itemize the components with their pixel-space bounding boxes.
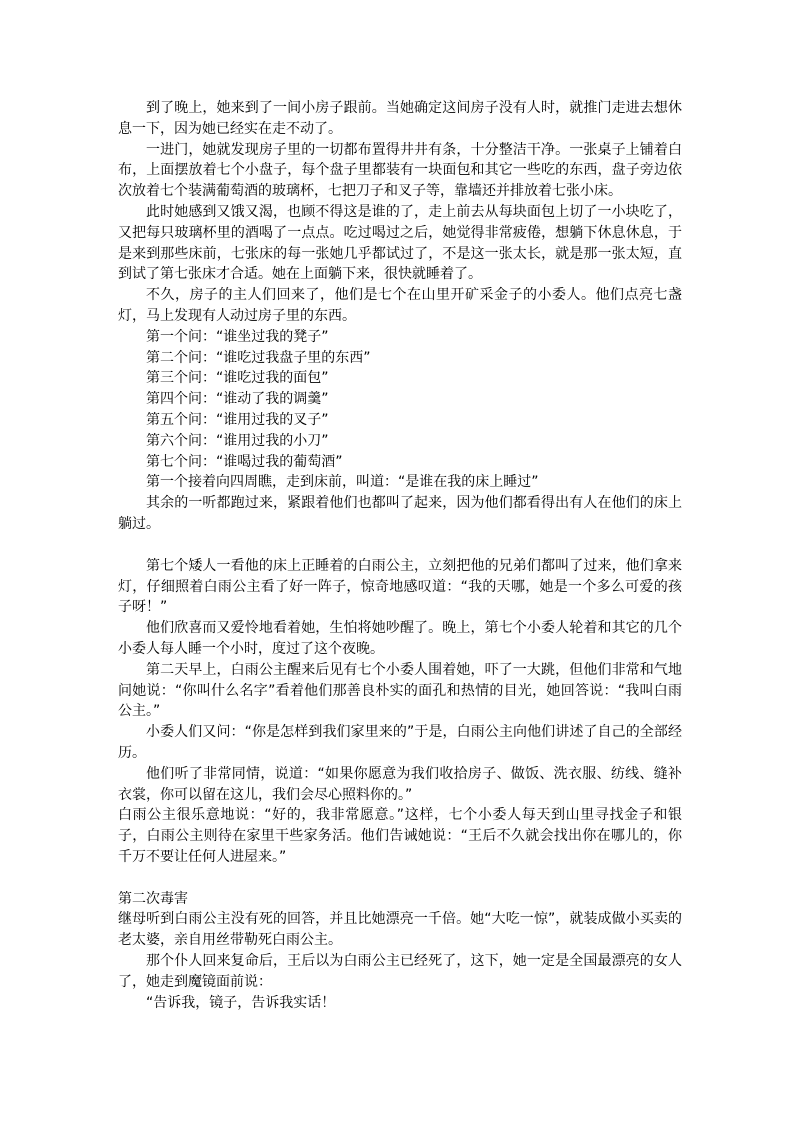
- paragraph: 他们听了非常同情，说道：“如果你愿意为我们收拾房子、做饭、洗衣服、纺线、缝补衣裳，你可以留在这儿，我们会尽心照料你的。”: [118, 765, 682, 803]
- paragraph: 那个仆人回来复命后，王后以为白雨公主已经死了，这下，她一定是全国最漂亮的女人了，她走到魔镜面前说：: [118, 953, 682, 990]
- paragraph: 其余的一听都跑过来，紧跟着他们也都叫了起来，因为他们都看得出有人在他们的床上躺过。: [118, 495, 682, 532]
- paragraph: 一进门，她就发现房子里的一切都布置得井井有条，十分整洁干净。一张桌子上铺着白布，上面摆放着七个小盘子，每个盘子里都装有一块面包和其它一些吃的东西，盘子旁边依次放着七个装满葡萄酒的玻璃杯，七把刀子和叉子等，靠墙还并排放着七张小床。: [118, 141, 682, 200]
- paragraph: 此时她感到又饿又渴，也顾不得这是谁的了，走上前去从每块面包上切了一小块吃了，又把每只玻璃杯里的酒喝了一点点。吃过喝过之后，她觉得非常疲倦，想躺下休息休息，于是来到那些床前，七张床的每一张她几乎都试过了，不是这一张太长，就是那一张太短，直到试了第七张床才合适。她在上面躺下来，很快就睡着了。: [118, 203, 682, 283]
- quote-line: “告诉我，镜子，告诉我实话！: [146, 994, 336, 1011]
- paragraph: 白雨公主很乐意地说：“好的，我非常愿意。”这样，七个小委人每天到山里寻找金子和银子，白雨公主则待在家里干些家务活。他们告诫她说：“王后不久就会找出你在哪儿的，你千万不要让任何人进屋来。”: [118, 807, 682, 865]
- blank-line: [118, 868, 682, 889]
- dialogue-line: 第二个问：“谁吃过我盘子里的东西”: [146, 349, 371, 366]
- paragraph: 他们欣喜而又爱怜地看着她，生怕将她吵醒了。晚上，第七个小委人轮着和其它的几个小委人每人睡一个小时，度过了这个夜晚。: [118, 620, 682, 657]
- paragraph: 不久，房子的主人们回来了，他们是七个在山里开矿采金子的小委人。他们点亮七盏灯，马上发现有人动过房子里的东西。: [118, 287, 682, 324]
- paragraph: 继母听到白雨公主没有死的回答，并且比她漂亮一千倍。她“大吃一惊”，就装成做小买卖的老太婆，亲自用丝带勒死白雨公主。: [118, 911, 682, 949]
- dialogue-line: 第一个问：“谁坐过我的凳子”: [146, 328, 329, 345]
- dialogue-line: 第五个问：“谁用过我的叉子”: [146, 411, 329, 428]
- dialogue-line: 第七个问：“谁喝过我的葡萄酒”: [146, 453, 343, 470]
- paragraph: 第七个矮人一看他的床上正睡着的白雨公主，立刻把他的兄弟们都叫了过来，他们拿来灯，仔细照着白雨公主看了好一阵子，惊奇地感叹道：“我的天哪，她是一个多么可爱的孩子呀！”: [118, 557, 682, 616]
- blank-line: [118, 535, 682, 556]
- paragraph: 小委人们又问：“你是怎样到我们家里来的”于是，白雨公主向他们讲述了自己的全部经历。: [118, 724, 682, 761]
- dialogue-line: 第六个问：“谁用过我的小刀”: [146, 432, 329, 449]
- dialogue-line: 第三个问：“谁吃过我的面包”: [146, 370, 329, 387]
- document-body: [118, 98, 682, 1013]
- paragraph: 到了晚上，她来到了一间小房子跟前。当她确定这间房子没有人时，就推门走进去想休息一下，因为她已经实在走不动了。: [118, 100, 682, 137]
- dialogue-line: 第四个问：“谁动了我的调羹”: [146, 391, 329, 408]
- paragraph: 第一个接着向四周瞧，走到床前，叫道：“是谁在我的床上睡过”: [146, 474, 539, 491]
- section-title: 第二次毒害: [118, 890, 188, 907]
- paragraph: 第二天早上，白雨公主醒来后见有七个小委人围着她，吓了一大跳，但他们非常和气地问她说：“你叫什么名字”看着他们那善良朴实的面孔和热情的目光，她回答说：“我叫白雨公主。”: [118, 661, 682, 720]
